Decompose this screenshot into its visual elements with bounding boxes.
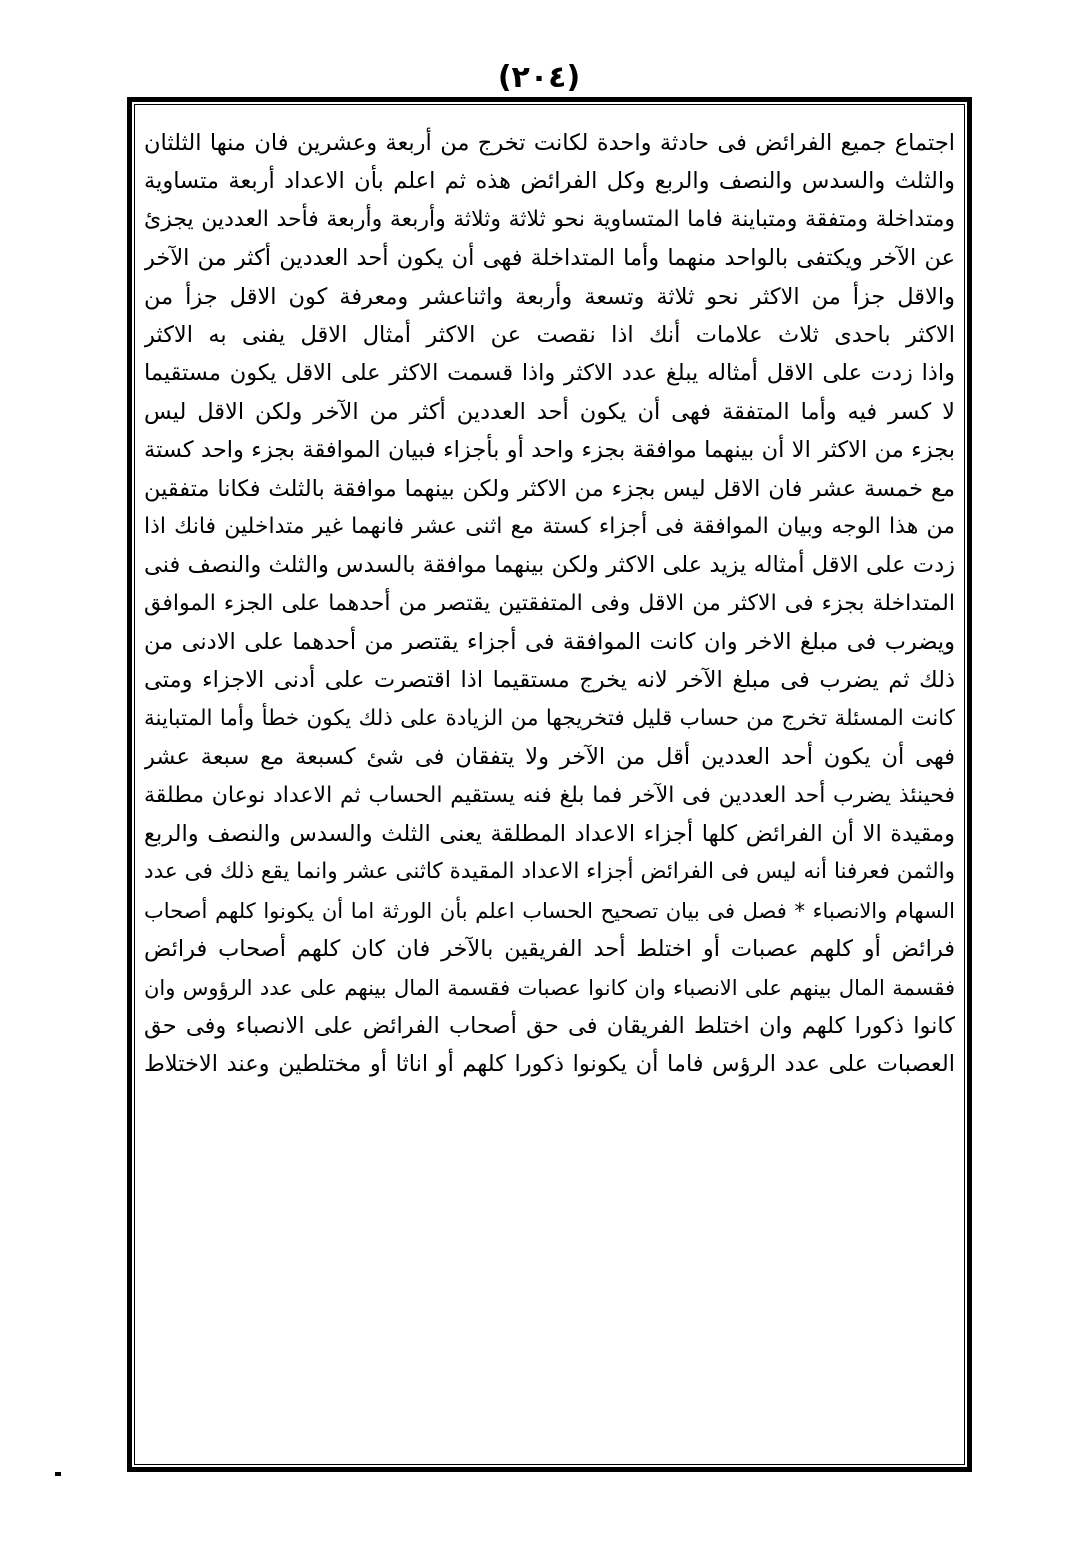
text-line: ذلك ثم يضرب فى مبلغ الآخر لانه يخرج مستقيما اذا اقتصرت على أدنى الاجزاء ومتى <box>144 667 955 694</box>
text-line: فحينئذ يضرب أحد العددين فى الآخر فما بلغ فنه يستقيم الحساب ثم الاعداد نوعان مطلقة <box>144 782 955 808</box>
text-line: من هذا الوجه وبيان الموافقة فى أجزاء كستة مع اثنى عشر فانهما غير متداخلين فانك اذا <box>144 513 955 539</box>
text-line: ومقيدة الا أن الفرائض كلها أجزاء الاعداد المطلقة يعنى الثلث والسدس والنصف والربع <box>144 821 955 848</box>
page-number: (٢٠٤) <box>497 60 581 95</box>
text-line: ويضرب فى مبلغ الاخر وان كانت الموافقة فى أجزاء يقتصر من أحدهما على الادنى من <box>144 629 955 656</box>
text-line: كانت المسئلة تخرج من حساب قليل فتخريجها من الزيادة على ذلك يكون خطأ وأما المتباينة <box>144 705 955 731</box>
text-line: فقسمة المال بينهم على الانصباء وان كانوا عصبات فقسمة المال بينهم على عدد الرؤوس وان <box>144 975 955 1000</box>
text-line: لا كسر فيه وأما المتفقة فهى أن يكون أحد العددين أكثر من الآخر ولكن الاقل ليس <box>144 398 955 425</box>
text-line: السهام والانصباء * فصل فى بيان تصحيح الحساب اعلم بأن الورثة اما أن يكونوا كلهم أصحاب <box>144 898 955 923</box>
text-line: كانوا ذكورا كلهم وان اختلط الفريقان فى حق أصحاب الفرائض على الانصباء وفى حق <box>144 1012 955 1039</box>
text-line: واذا زدت على الاقل أمثاله يبلغ عدد الاكثر واذا قسمت الاكثر على الاقل يكون مستقيما <box>144 360 955 387</box>
text-line: والثمن فعرفنا أنه ليس فى الفرائض أجزاء الاعداد المقيدة كاثنى عشر وانما يقع ذلك فى عدد <box>144 859 955 885</box>
text-line: زدت على الاقل أمثاله يزيد على الاكثر ولكن بينهما موافقة بالسدس والثلث والنصف فنى <box>144 552 955 579</box>
text-line: بجزء من الاكثر الا أن بينهما موافقة بجزء واحد أو بأجزاء فبيان الموافقة بجزء واحد كستة <box>144 437 955 464</box>
text-line: المتداخلة بجزء فى الاكثر من الاقل وفى المتفقتين يقتصر من أحدهما على الجزء الموافق <box>144 590 955 616</box>
text-line: مع خمسة عشر فان الاقل ليس بجزء من الاكثر ولكن بينهما موافقة بالثلث فكانا متفقين <box>144 475 955 502</box>
scan-mark <box>55 1472 61 1476</box>
text-line: عن الآخر ويكتفى بالواحد منهما وأما المتداخلة فهى أن يكون أحد العددين أكثر من الآخر <box>144 245 955 272</box>
text-line: والاقل جزأ من الاكثر نحو ثلاثة وتسعة وأربعة واثناعشر ومعرفة كون الاقل جزأ من <box>144 283 955 310</box>
text-line: فرائض أو كلهم عصبات أو اختلط أحد الفريقين بالآخر فان كان كلهم أصحاب فرائض <box>144 936 955 963</box>
text-line: فهى أن يكون أحد العددين أقل من الآخر ولا يتفقان فى شئ كسبعة مع سبعة عشر <box>144 744 955 771</box>
text-line: اجتماع جميع الفرائض فى حادثة واحدة لكانت تخرج من أربعة وعشرين فان منها الثلثان <box>144 130 955 156</box>
text-line: العصبات على عدد الرؤس فاما أن يكونوا ذكورا كلهم أو اناثا أو مختلطين وعند الاختلاط <box>144 1051 955 1078</box>
text-line: الاكثر باحدى ثلاث علامات أنك اذا نقصت عن الاكثر أمثال الاقل يفنى به الاكثر <box>144 321 955 348</box>
text-line: والثلث والسدس والنصف والربع وكل الفرائض هذه ثم اعلم بأن الاعداد أربعة متساوية <box>144 168 955 195</box>
text-line: ومتداخلة ومتفقة ومتباينة فاما المتساوية نحو ثلاثة وثلاثة وأربعة وأربعة فأحد العددين يجزئ <box>144 206 955 232</box>
body-text <box>144 124 955 1454</box>
